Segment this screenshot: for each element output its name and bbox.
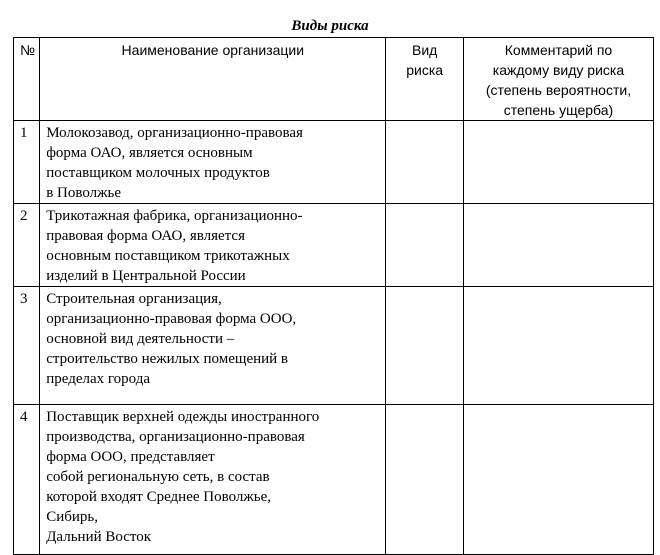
comment-cell [463, 121, 653, 204]
risk-type-cell [386, 204, 464, 287]
organization-name-line: изделий в Центральной России [46, 268, 246, 284]
organization-name-line: Сибирь, [46, 509, 98, 525]
comment-cell [463, 287, 653, 405]
comment-cell [463, 204, 653, 287]
organization-name-cell [40, 405, 386, 555]
row-number-cell: 3 [14, 287, 40, 405]
organization-name-line: форма ООО, представляет [46, 449, 215, 465]
header-comment-line: каждому виду риска [492, 62, 625, 78]
organization-name-cell [40, 121, 386, 204]
organization-name-line: организационно-правовая форма ООО, [46, 311, 297, 327]
header-comment [463, 38, 653, 121]
header-comment-line: Комментарий по [504, 42, 613, 58]
risk-type-cell [386, 121, 464, 204]
organization-name-line: Поставщик верхней одежды иностранного [46, 409, 320, 425]
organization-name-line: которой входят Среднее Поволжье, [46, 489, 271, 505]
organization-name-line: основным поставщиком трикотажных [46, 248, 290, 264]
header-comment-line: степень ущерба) [503, 102, 614, 118]
table-row [14, 204, 654, 287]
organization-name-line: производства, организационно-правовая [46, 429, 305, 445]
organization-name-line: Молокозавод, организационно-правовая [46, 125, 303, 141]
table-row [14, 405, 654, 555]
risk-type-cell [386, 287, 464, 405]
risk-types-table [13, 37, 654, 555]
organization-name-line: строительство нежилых помещений в [46, 351, 289, 367]
organization-name-line: поставщиком молочных продуктов [46, 165, 270, 181]
risk-type-cell [386, 405, 464, 555]
row-number-cell: 2 [14, 204, 40, 287]
organization-name-cell [40, 204, 386, 287]
organization-name-line: собой региональную сеть, в состав [46, 469, 270, 485]
comment-cell [463, 405, 653, 555]
header-organization-name: Наименование организации [40, 38, 386, 121]
table-header-row [14, 38, 654, 121]
header-risk-type-line: риска [406, 62, 444, 78]
header-comment-line: (степень вероятности, [485, 82, 632, 98]
header-risk-type-line: Вид [412, 42, 438, 58]
header-risk-type [386, 38, 464, 121]
organization-name-line: Строительная организация, [46, 291, 222, 307]
organization-name-line: Дальний Восток [46, 529, 152, 545]
header-number: № [14, 38, 40, 121]
row-number-cell: 1 [14, 121, 40, 204]
table-row [14, 121, 654, 204]
organization-name-line: основной вид деятельности – [46, 331, 235, 347]
table-row [14, 287, 654, 405]
organization-name-line: форма ОАО, является основным [46, 145, 253, 161]
organization-name-cell [40, 287, 386, 405]
organization-name-line: в Поволжье [46, 185, 121, 201]
organization-name-line: Трикотажная фабрика, организационно- [46, 208, 303, 224]
row-number-cell: 4 [14, 405, 40, 555]
document-title: Виды риска [291, 18, 369, 34]
organization-name-line: правовая форма ОАО, является [46, 228, 245, 244]
organization-name-line: пределах города [46, 371, 151, 387]
